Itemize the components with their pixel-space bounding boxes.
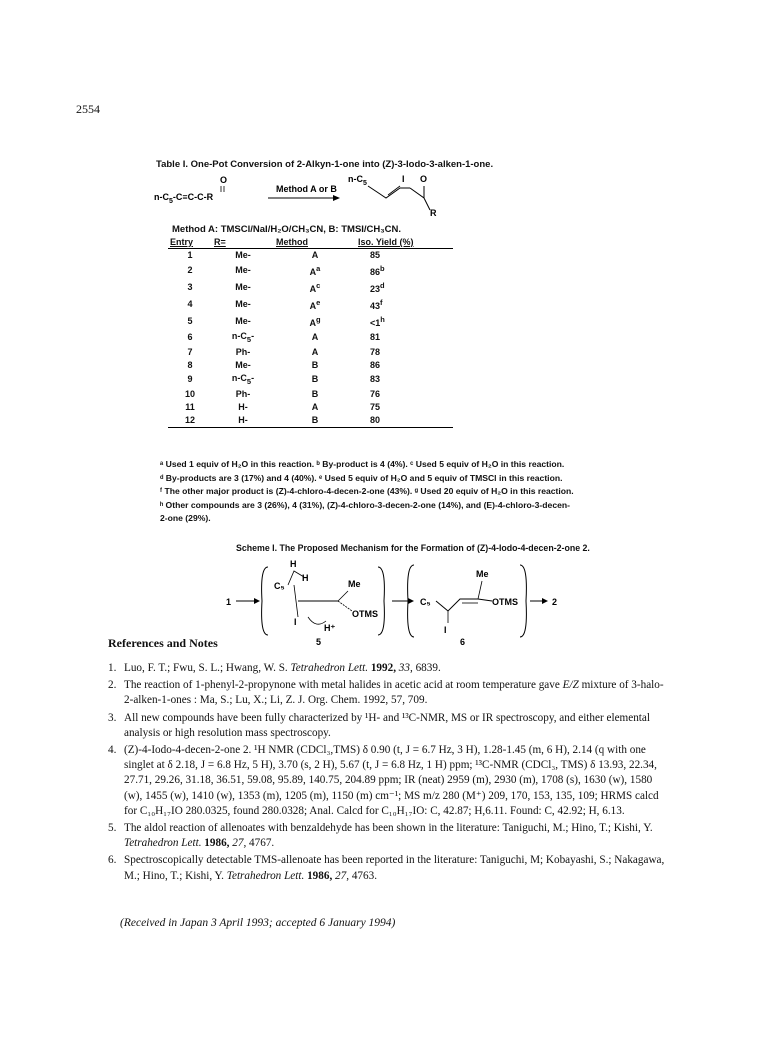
int1-bond-me bbox=[338, 591, 348, 601]
cell-r: H- bbox=[212, 414, 274, 428]
table-header-row bbox=[168, 236, 453, 249]
cell-method: A bbox=[311, 346, 319, 357]
reference-item bbox=[108, 661, 668, 676]
reference-item bbox=[108, 853, 668, 883]
table-row bbox=[168, 401, 453, 414]
cell-yield: $<1^h$ bbox=[370, 315, 385, 328]
cell-method: A bbox=[311, 401, 319, 412]
int1-label: 5 bbox=[316, 637, 322, 645]
int2-skeleton bbox=[436, 599, 492, 611]
scheme-arrowhead-2 bbox=[408, 598, 414, 604]
cell-r: $n-C_5-$ bbox=[231, 372, 255, 386]
cell-r: Me- bbox=[235, 282, 251, 292]
product-double-bond bbox=[388, 186, 400, 195]
cell-method: B bbox=[311, 374, 319, 385]
reaction-arrowhead bbox=[333, 195, 340, 201]
table-body bbox=[168, 249, 453, 428]
cell-entry: 7 bbox=[187, 346, 193, 357]
cell-r: Me- bbox=[235, 359, 251, 370]
table-row bbox=[168, 346, 453, 359]
int2-bond-me bbox=[478, 581, 482, 599]
int1-hplus: H⁺ bbox=[324, 623, 336, 633]
cell-yield: 76 bbox=[370, 388, 381, 399]
cell-entry: 12 bbox=[168, 414, 212, 428]
cell-method: $A^c$ bbox=[309, 281, 321, 294]
cell-r: Ph- bbox=[235, 346, 251, 357]
footnote-line: ʰ Other compounds are 3 (26%), 4 (31%), (Z)-4-chloro-3-decen-2-one (14%), and (E)-4-chloro-3-decen- bbox=[160, 499, 570, 510]
reference-number: 6. bbox=[108, 854, 117, 867]
cell-r: Ph- bbox=[235, 388, 251, 399]
arrow-label: Method A or B bbox=[276, 184, 337, 194]
table-row bbox=[168, 262, 453, 279]
table-row bbox=[168, 249, 453, 263]
cell-yield: 23$^d$ bbox=[370, 281, 385, 294]
reactant-left: $n-C_5-C\equiv C-C-R$ bbox=[154, 192, 214, 205]
product-iodine: I bbox=[402, 174, 405, 184]
int1-curved-arrow bbox=[308, 617, 326, 624]
bracket-right-2 bbox=[520, 565, 526, 637]
cell-method: A bbox=[311, 250, 319, 260]
cell-yield: 86 bbox=[370, 359, 381, 370]
header-method: Method bbox=[274, 236, 356, 249]
cell-r: Me- bbox=[235, 250, 251, 260]
int1-bond-i bbox=[294, 585, 298, 617]
reference-text: Spectroscopically detectable TMS-allenoate has been reported in the literature: Taniguchi, M; Kobayashi, S.; Nakagawa, M.; Hino, T.; Kishi, Y. Tetrahedron Lett. 1986, 27, 4763. bbox=[124, 854, 665, 882]
cell-entry: 3 bbox=[187, 282, 193, 292]
product-oxygen: O bbox=[420, 174, 428, 184]
footnote-line: ᶠ The other major product is (Z)-4-chloro-4-decen-2-one (43%). ᵍ Used 20 equiv of H₂O in this reaction. bbox=[160, 486, 574, 497]
reference-number: 4. bbox=[108, 744, 117, 757]
cell-r: Me- bbox=[235, 265, 251, 275]
table-row bbox=[168, 372, 453, 388]
cell-yield: 80 bbox=[356, 414, 453, 428]
cell-method: $A^a$ bbox=[309, 264, 321, 277]
int1-h-right: H bbox=[302, 573, 309, 583]
int1-iodine: I bbox=[294, 617, 297, 627]
reference-text: All new compounds have been fully characterized by ¹H- and ¹³C-NMR, MS or IR spectroscopy, and either elemental analysis or high resolution mass spectroscopy. bbox=[124, 711, 650, 739]
int1-otms: OTMS bbox=[352, 609, 378, 619]
header-r: R= bbox=[212, 236, 274, 249]
int2-c5: C₅ bbox=[420, 597, 431, 607]
cell-entry: 9 bbox=[187, 374, 193, 385]
cell-entry: 10 bbox=[184, 388, 195, 399]
table-row bbox=[168, 296, 453, 313]
reference-number: 2. bbox=[108, 679, 117, 692]
cell-method: $A^e$ bbox=[309, 298, 321, 311]
cell-entry: 11 bbox=[185, 401, 195, 412]
cell-method: B bbox=[311, 359, 319, 370]
product-skeleton-2 bbox=[410, 188, 430, 210]
mechanism-scheme bbox=[220, 555, 560, 645]
scheme-end: 2 bbox=[552, 597, 558, 607]
reference-text: The reaction of 1-phenyl-2-propynone with metal halides in acetic acid at room temperature gave E/Z mixture of 3-halo-2-alken-1-ones : Ma, S.; Lu, X.; Li, Z. J. Org. Chem. 1992, 57, 709. bbox=[124, 679, 664, 707]
cell-yield: 43$^f$ bbox=[370, 298, 383, 311]
int2-iodine: I bbox=[444, 625, 447, 635]
reference-number: 1. bbox=[108, 662, 117, 674]
cell-entry: 1 bbox=[187, 250, 193, 260]
reference-item bbox=[108, 711, 668, 741]
cell-entry: 5 bbox=[187, 316, 193, 326]
table-row bbox=[168, 359, 453, 372]
cell-entry: 2 bbox=[187, 265, 193, 275]
int1-h-top: H bbox=[290, 559, 297, 569]
bracket-left-1 bbox=[262, 567, 268, 635]
table-row bbox=[168, 414, 453, 428]
cell-yield: 83 bbox=[370, 374, 381, 385]
int2-otms: OTMS bbox=[492, 597, 518, 607]
method-line: Method A: TMSCl/NaI/H₂O/CH₃CN, B: TMSI/CH₃CN. bbox=[172, 224, 402, 235]
table-row bbox=[168, 330, 453, 346]
footnote-line: ᵈ By-products are 3 (17%) and 4 (40%). ᵉ Used 5 equiv of H₂O and 5 equiv of TMSCl in this reaction. bbox=[160, 472, 563, 483]
carbonyl-oxygen: O bbox=[220, 175, 228, 185]
cell-entry: 4 bbox=[187, 299, 193, 309]
results-table bbox=[168, 236, 453, 428]
page-number: 2554 bbox=[76, 102, 100, 116]
table-footnotes bbox=[160, 458, 640, 526]
footnote-line: ᵃ Used 1 equiv of H₂O in this reaction. ᵇ By-product is 4 (4%). ᶜ Used 5 equiv of H₂O in this reaction. bbox=[160, 459, 565, 469]
cell-yield: 85 bbox=[370, 250, 381, 260]
table-row bbox=[168, 388, 453, 401]
reaction-scheme bbox=[148, 170, 528, 220]
footnote-line: 2-one (29%). bbox=[160, 513, 211, 524]
cell-r: Me- bbox=[235, 316, 251, 326]
reference-item bbox=[108, 821, 668, 851]
table-row bbox=[168, 279, 453, 296]
cell-r: H- bbox=[238, 401, 248, 412]
int1-bond-otms bbox=[338, 601, 352, 611]
int2-label: 6 bbox=[460, 637, 466, 645]
product-r: R bbox=[430, 208, 437, 218]
header-yield: Iso. Yield (%) bbox=[356, 236, 453, 249]
header-entry: Entry bbox=[168, 236, 212, 249]
cell-entry: 6 bbox=[187, 332, 193, 343]
int1-c5: C₅ bbox=[274, 581, 285, 591]
int2-me: Me bbox=[476, 569, 489, 579]
reference-text: The aldol reaction of allenoates with benzaldehyde has been shown in the literature: Taniguchi, M.; Hino, T.; Kishi, Y. Tetrahedron Lett. 1986, 27, 4767. bbox=[124, 822, 653, 850]
reference-number: 3. bbox=[108, 711, 117, 724]
table-row bbox=[168, 313, 453, 330]
product-skeleton-1 bbox=[368, 186, 410, 198]
scheme-arrowhead-3 bbox=[542, 598, 548, 604]
reference-item bbox=[108, 743, 668, 819]
cell-entry: 8 bbox=[187, 359, 193, 370]
scheme-caption: Scheme I. The Proposed Mechanism for the Formation of (Z)-4-Iodo-4-decen-2-one 2. bbox=[236, 543, 590, 553]
cell-r: Me- bbox=[235, 299, 251, 309]
cell-method: B bbox=[311, 388, 319, 399]
int1-me: Me bbox=[348, 579, 361, 589]
cell-yield: 86$^b$ bbox=[370, 264, 385, 277]
received-line: (Received in Japan 3 April 1993; accepted 6 January 1994) bbox=[120, 917, 396, 929]
cell-yield: 78 bbox=[370, 346, 381, 357]
references-list bbox=[108, 661, 668, 886]
table-caption: Table I. One-Pot Conversion of 2-Alkyn-1-one into (Z)-3-Iodo-3-alken-1-one. bbox=[156, 159, 494, 170]
cell-method: B bbox=[274, 414, 356, 428]
references-heading: References and Notes bbox=[108, 636, 218, 650]
reference-text: (Z)-4-Iodo-4-decen-2-one 2. ¹H NMR (CDCl₃,TMS) δ 0.90 (t, J = 6.7 Hz, 3 H), 1.28-1.45 (m, 6 H), 2.14 (q with one singlet at δ 2.18, J = 6.8 Hz, 5 H), 3.70 (s, 2 H), 5.67 (t, J = 6.8 Hz, 1 H) ppm; ¹³C-NMR (CDCl₃, TMS) δ 13.93, 22.34, 27.71, 29.26, 31.18, 36.51, 59.08, 95.89, 140.75, 204.89 ppm; IR (neat) 2959 (m), 2930 (m), 1708 (s), 1630 (w), 1580 (w), 1455 (w), 1410 (w), 1353 (m), 1205 (m), 1150 (m) cm⁻¹; MS m/z 280 (M⁺) 209, 170, 153, 135, 109; HRMS calcd for C₁₀H₁₇IO 280.0325, found 280.0328; Anal. Calcd for C₁₀H₁₇IO: C, 42.87; H,6.11. Found: C, 42.92; H, 6.13. bbox=[124, 744, 659, 817]
reference-number: 5. bbox=[108, 822, 117, 835]
cell-r: $n-C_5-$ bbox=[231, 331, 255, 344]
cell-yield: 75 bbox=[370, 401, 381, 412]
bracket-right-1 bbox=[378, 567, 384, 635]
product-substituent: $n-C_5$ bbox=[348, 174, 367, 187]
cell-method: A bbox=[311, 332, 319, 343]
reference-item bbox=[108, 678, 668, 708]
cell-yield: 81 bbox=[370, 332, 381, 343]
cell-method: $A^g$ bbox=[309, 315, 321, 328]
scheme-start: 1 bbox=[226, 597, 232, 607]
scheme-arrowhead-1 bbox=[254, 598, 260, 604]
reference-text: Luo, F. T.; Fwu, S. L.; Hwang, W. S. Tetrahedron Lett. 1992, 33, 6839. bbox=[124, 662, 441, 674]
